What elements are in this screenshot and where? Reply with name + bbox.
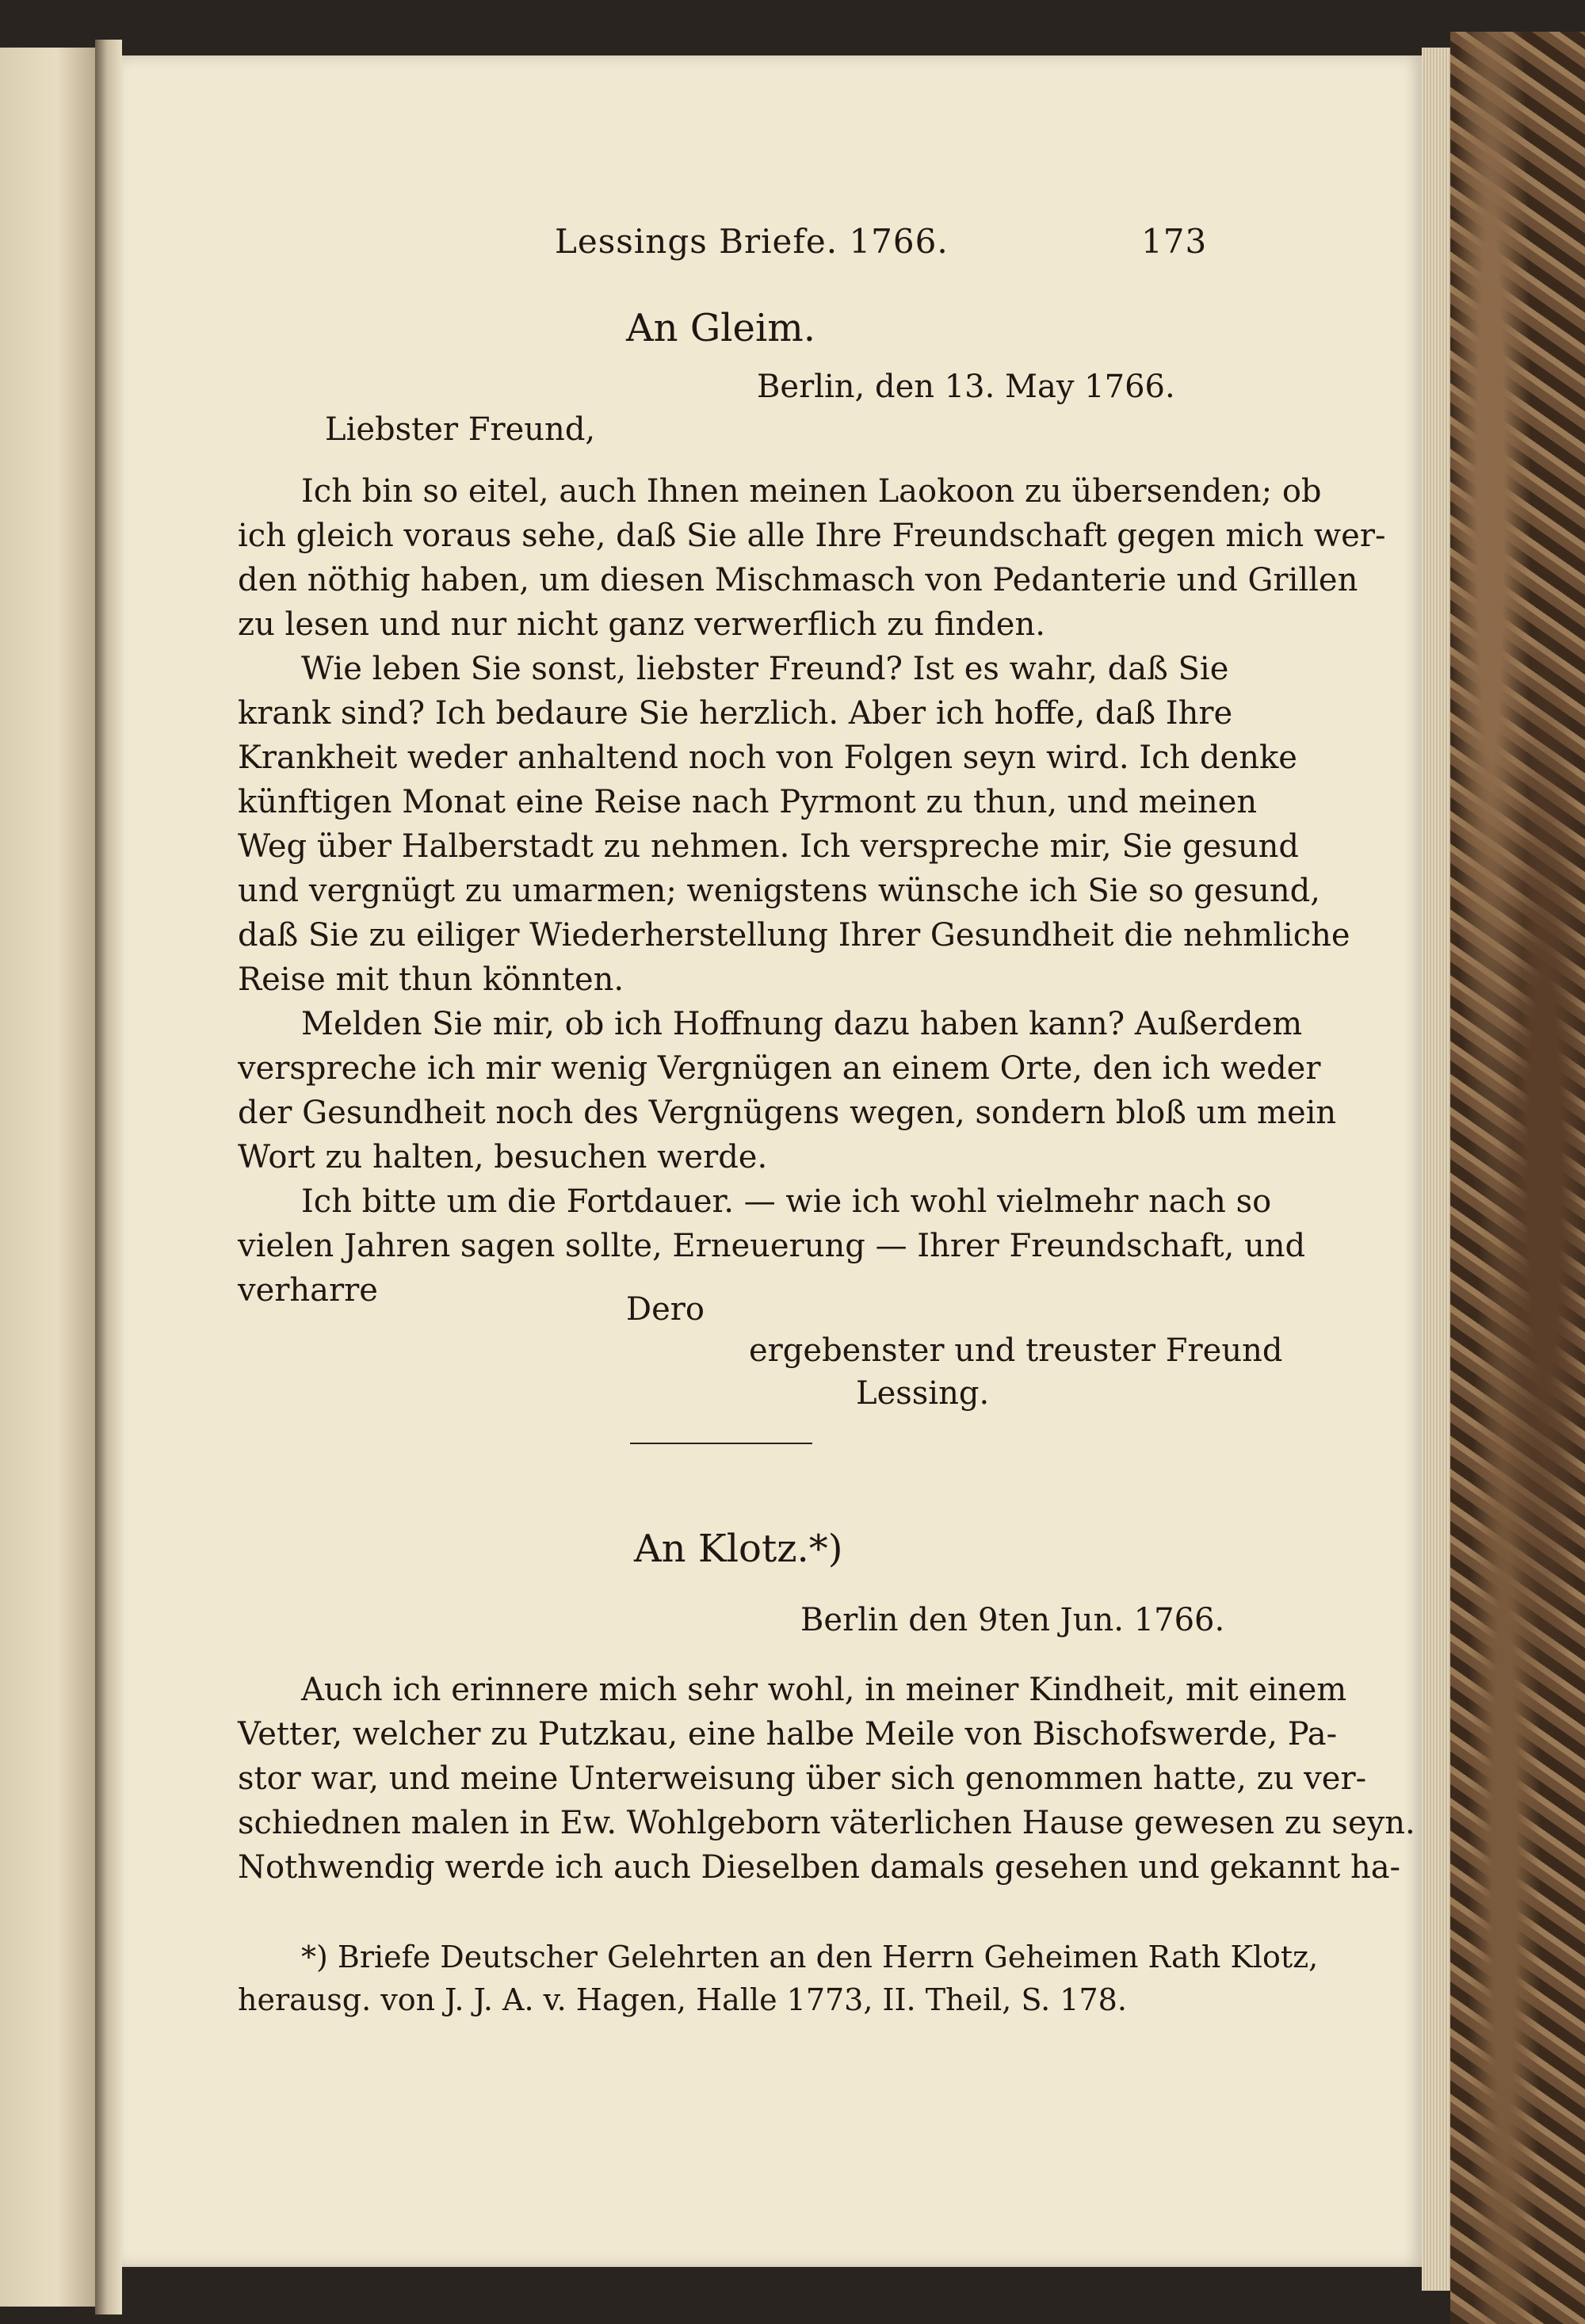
letter-1-line: verharre [238, 1272, 378, 1309]
letter-2-dateline: Berlin den 9ten Jun. 1766. [800, 1602, 1225, 1638]
letter-1-line: verspreche ich mir wenig Vergnügen an einem Orte, den ich weder [238, 1050, 1321, 1087]
footnote-line: herausg. von J. J. A. v. Hagen, Halle 1773, II. Theil, S. 178. [238, 1982, 1127, 2017]
letter-1-line: Ich bin so eitel, auch Ihnen meinen Laokoon zu übersenden; ob [301, 473, 1322, 510]
letter-2-line: Auch ich erinnere mich sehr wohl, in meiner Kindheit, mit einem [301, 1672, 1347, 1708]
letter-1-line: Wort zu halten, besuchen werde. [238, 1139, 768, 1175]
letter-2-line: Vetter, welcher zu Putzkau, eine halbe Meile von Bischofswerde, Pa- [238, 1716, 1338, 1753]
letter-1-line: den nöthig haben, um diesen Mischmasch von Pedanterie und Grillen [238, 562, 1358, 598]
letter-1-salutation: Liebster Freund, [325, 411, 596, 448]
letter-1-line: Krankheit weder anhaltend noch von Folgen seyn wird. Ich denke [238, 740, 1297, 776]
letter-1-line: daß Sie zu eiliger Wiederherstellung Ihrer Gesundheit die nehmliche [238, 917, 1350, 954]
letter-1-line: vielen Jahren sagen sollte, Erneuerung — Ihrer Freundschaft, und [238, 1228, 1306, 1264]
page-number: 173 [1141, 222, 1208, 261]
letter-1-heading: An Gleim. [626, 306, 816, 350]
letter-1-line: künftigen Monat eine Reise nach Pyrmont zu thun, und meinen [238, 784, 1258, 820]
letter-2-heading: An Klotz.*) [634, 1527, 843, 1571]
marbled-cover [1450, 32, 1585, 2324]
running-head-title: Lessings Briefe. 1766. [555, 222, 949, 261]
letter-1-signature: Lessing. [856, 1375, 990, 1412]
page-block-edge [1422, 48, 1450, 2291]
letter-1-dateline: Berlin, den 13. May 1766. [757, 369, 1175, 405]
letter-1-line: der Gesundheit noch des Vergnügens wegen, sondern bloß um mein [238, 1095, 1337, 1131]
section-divider [630, 1443, 812, 1444]
letter-1-line: und vergnügt zu umarmen; wenigstens wünsche ich Sie so gesund, [238, 873, 1320, 909]
letter-1-line: Reise mit thun könnten. [238, 961, 624, 998]
letter-1-closing-dero: Dero [626, 1291, 705, 1328]
left-page-edge [0, 48, 95, 2307]
letter-1-closing: ergebenster und treuster Freund [749, 1332, 1283, 1369]
book-gutter [95, 40, 122, 2314]
letter-1-line: Melden Sie mir, ob ich Hoffnung dazu haben kann? Außerdem [301, 1006, 1303, 1042]
letter-2-line: schiednen malen in Ew. Wohlgeborn väterlichen Hause gewesen zu seyn. [238, 1805, 1415, 1841]
letter-2-line: stor war, und meine Unterweisung über sich genommen hatte, zu ver- [238, 1760, 1367, 1797]
letter-1-line: Wie leben Sie sonst, liebster Freund? Ist es wahr, daß Sie [301, 651, 1229, 687]
letter-1-line: zu lesen und nur nicht ganz verwerflich zu finden. [238, 606, 1045, 643]
letter-1-line: Weg über Halberstadt zu nehmen. Ich verspreche mir, Sie gesund [238, 828, 1299, 865]
footnote-line: *) Briefe Deutscher Gelehrten an den Herrn Geheimen Rath Klotz, [301, 1940, 1319, 1974]
letter-1-line: ich gleich voraus sehe, daß Sie alle Ihre Freundschaft gegen mich wer- [238, 518, 1386, 554]
letter-1-line: krank sind? Ich bedaure Sie herzlich. Aber ich hoffe, daß Ihre [238, 695, 1233, 732]
letter-1-line: Ich bitte um die Fortdauer. — wie ich wohl vielmehr nach so [301, 1183, 1272, 1220]
letter-2-line: Nothwendig werde ich auch Dieselben damals gesehen und gekannt ha- [238, 1849, 1401, 1886]
